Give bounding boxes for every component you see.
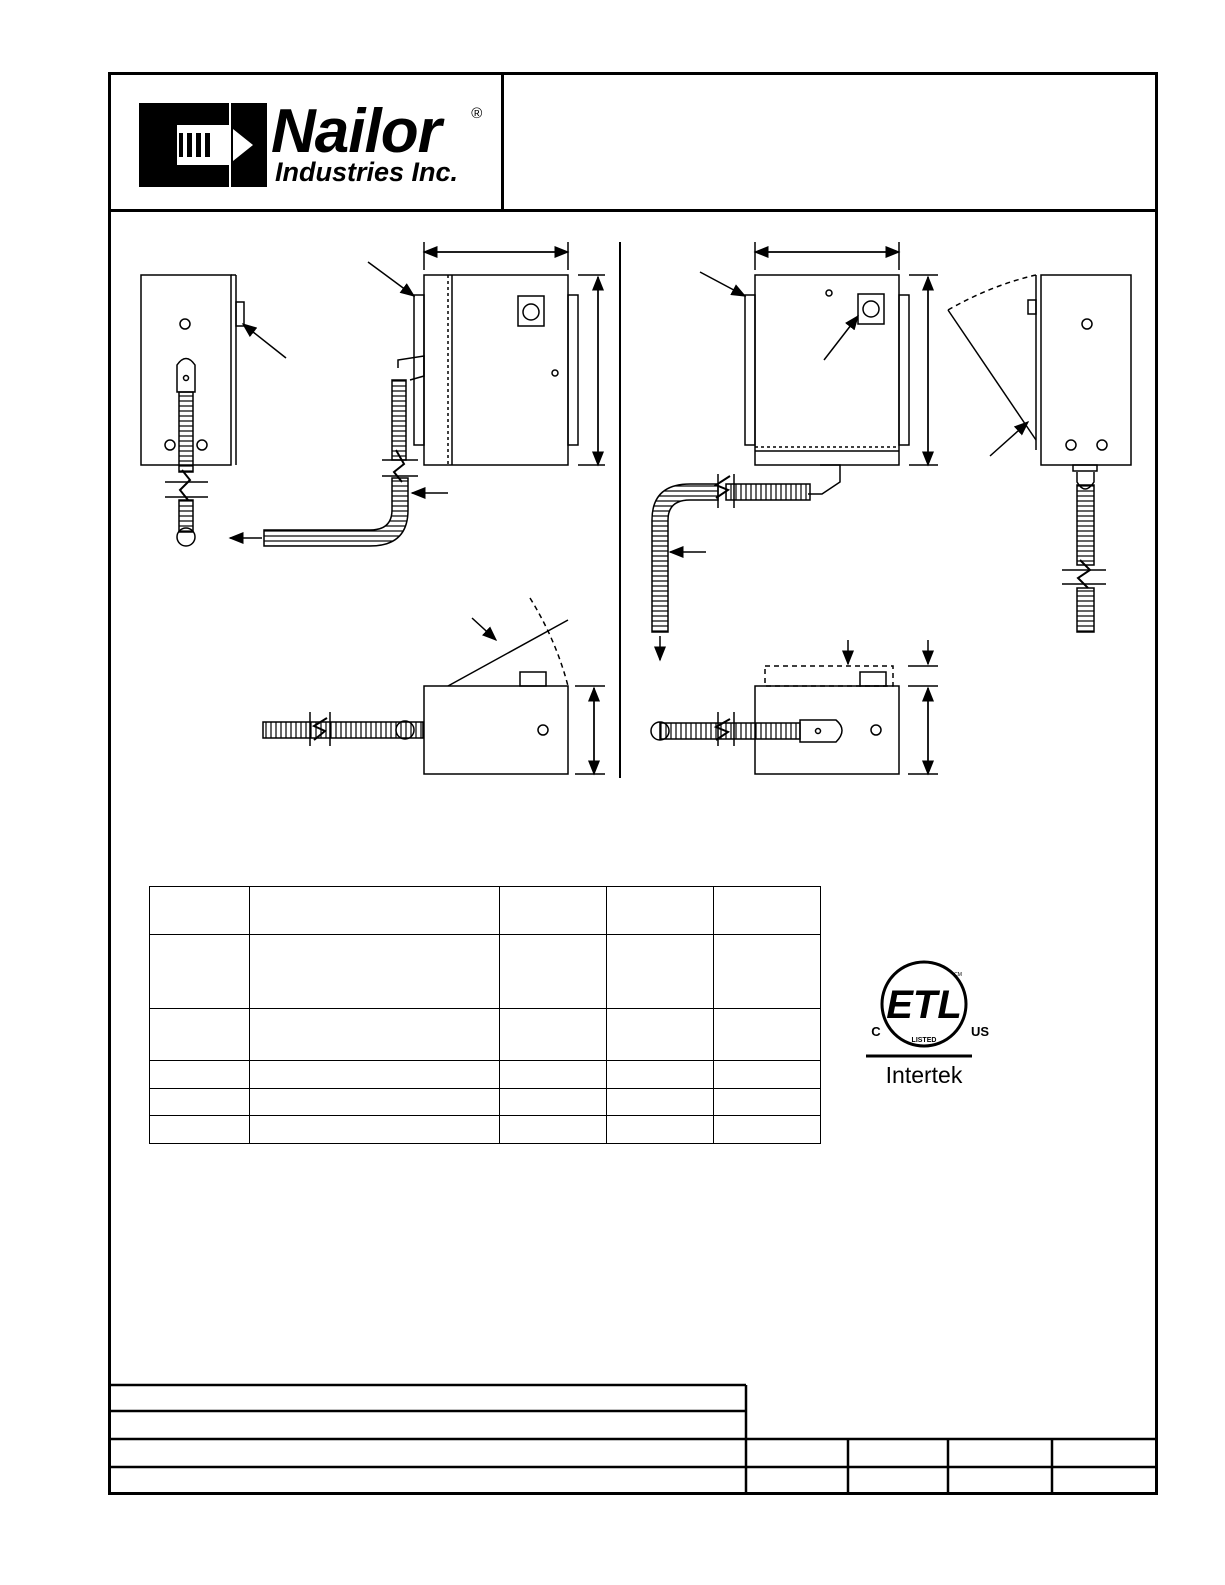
etl-cm-label: CM [954,972,962,978]
etl-listed-label: LISTED [911,1037,937,1044]
etl-letters: ETL [886,983,962,1027]
right-front-view [652,242,938,660]
right-side-view [948,275,1131,632]
etl-us-letters: US [970,1024,990,1039]
right-bottom-view [651,640,938,774]
left-bottom-view [263,598,605,774]
left-side-view [141,275,286,546]
etl-listed-icon [862,960,992,1060]
spec-table [149,886,821,1144]
registered-mark: ® [471,105,483,122]
title-block [108,1383,1158,1495]
left-front-view [264,242,605,546]
table-row [150,935,821,1009]
intertek-brand: Intertek [885,1062,963,1088]
table-row [150,1009,821,1061]
etl-c-letter: C [871,1024,881,1039]
table-row [150,1116,821,1144]
etl-certification-mark [862,960,992,1092]
table-row [150,887,821,935]
company-subtitle: Industries Inc. [275,157,459,187]
company-name: Nailor [271,97,441,166]
table-row [150,1089,821,1116]
table-row [150,1061,821,1089]
